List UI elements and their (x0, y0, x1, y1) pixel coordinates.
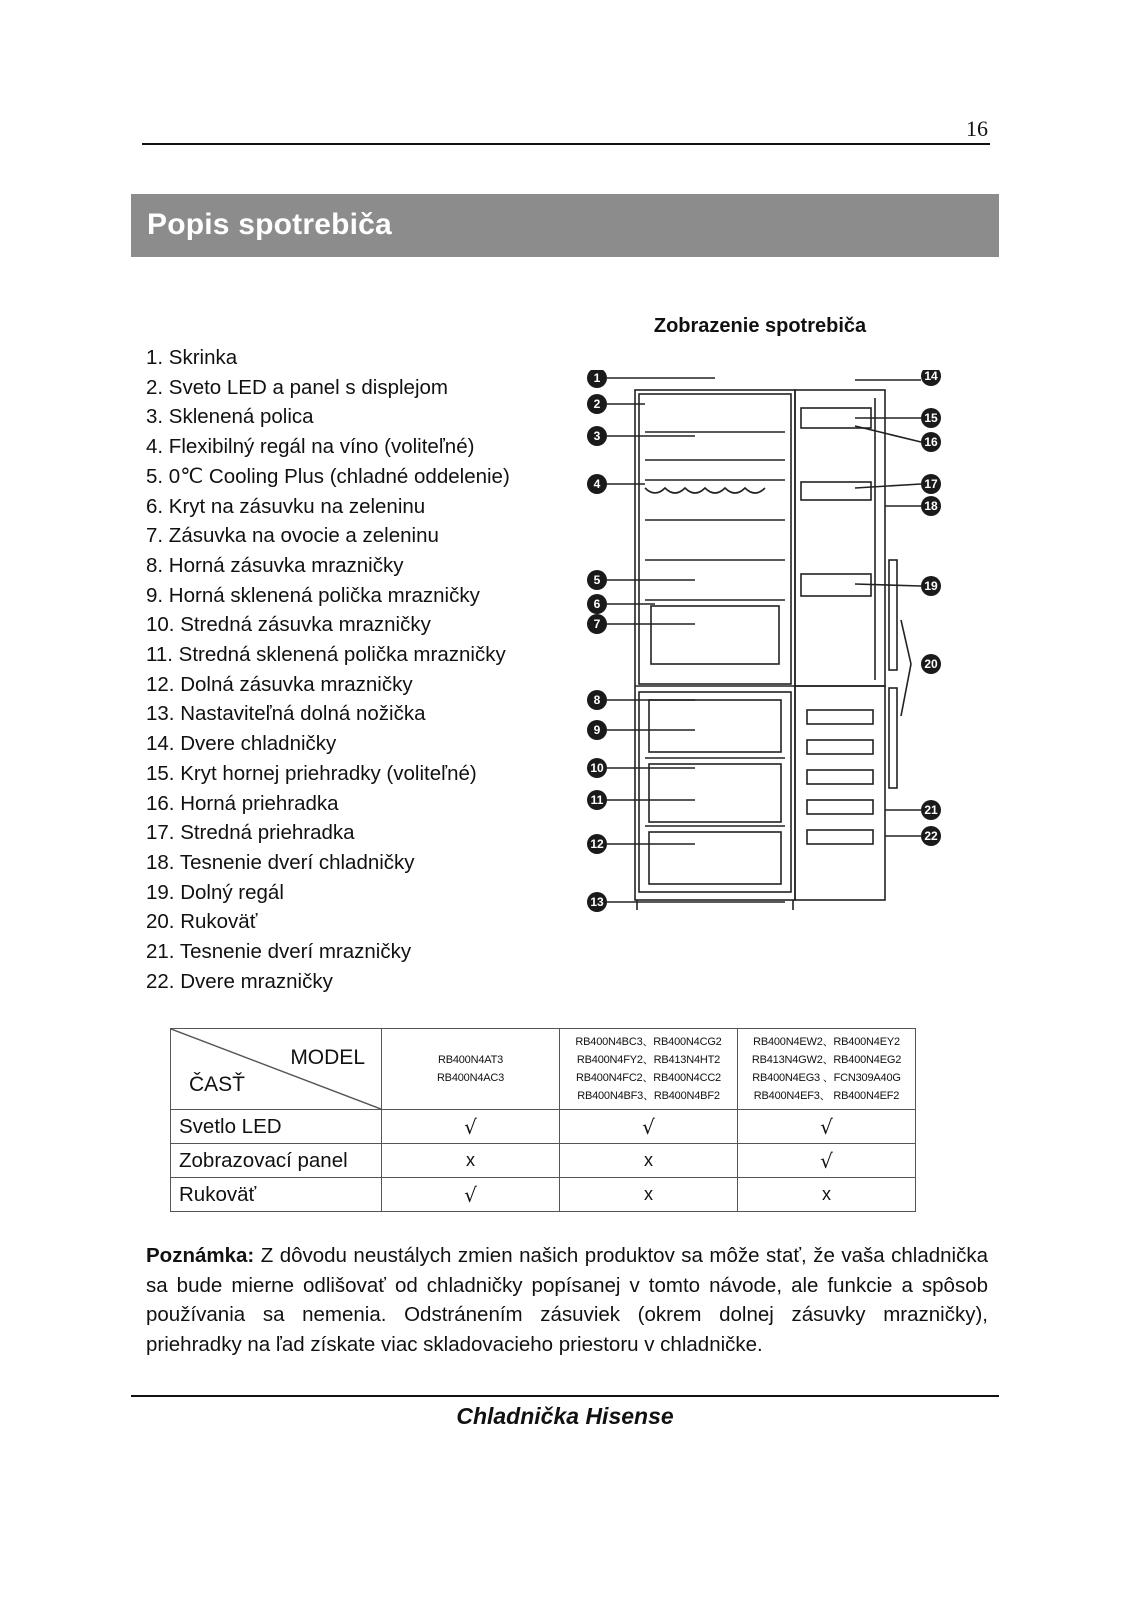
svg-text:7: 7 (593, 617, 601, 631)
svg-text:20: 20 (924, 657, 938, 671)
list-item: 11. Stredná sklenená polička mrazničky (146, 643, 506, 667)
callout-13 (587, 892, 607, 912)
model-group-1 (382, 1029, 560, 1110)
callout-4 (587, 474, 607, 494)
table-row (171, 1110, 916, 1144)
model-group-2 (560, 1029, 738, 1110)
model-name: RB400N4BF3、RB400N4BF2 (577, 1090, 720, 1102)
callout-2 (587, 394, 607, 414)
availability-mark: x (560, 1178, 738, 1212)
list-item: 21. Tesnenie dverí mrazničky (146, 940, 412, 964)
list-item: 19. Dolný regál (146, 880, 284, 904)
callout-7 (587, 614, 607, 634)
svg-text:11: 11 (590, 793, 604, 807)
list-item: 14. Dvere chladničky (146, 732, 337, 756)
row-label: Svetlo LED (171, 1110, 382, 1144)
footer-rule (131, 1395, 999, 1397)
availability-mark: x (738, 1178, 916, 1212)
svg-text:19: 19 (924, 579, 938, 593)
callout-1 (587, 370, 607, 388)
model-name: RB400N4FY2、RB413N4HT2 (576, 1054, 721, 1066)
callout-16 (921, 432, 941, 452)
callout-22 (921, 826, 941, 846)
callout-6 (587, 594, 607, 614)
callout-20 (921, 654, 941, 674)
list-item: 12. Dolná zásuvka mrazničky (146, 672, 413, 696)
list-item: 20. Rukoväť (146, 910, 258, 934)
model-group-3 (738, 1029, 916, 1110)
list-item: 6. Kryt na zásuvku na zeleninu (146, 494, 426, 518)
model-name: RB400N4EG3 、FCN309A40G (752, 1072, 901, 1084)
list-item: 4. Flexibilný regál na víno (voliteľné) (146, 435, 475, 459)
model-name: RB400N4FC2、RB400N4CC2 (576, 1072, 721, 1084)
list-item: 16. Horná priehradka (146, 791, 339, 815)
list-item: 2. Sveto LED a panel s displejom (146, 375, 448, 399)
list-item: 18. Tesnenie dverí chladničky (146, 850, 415, 874)
model-name: RB413N4GW2、RB400N4EG2 (751, 1054, 902, 1066)
svg-text:6: 6 (593, 597, 601, 611)
availability-mark: √ (382, 1110, 560, 1144)
callout-5 (587, 570, 607, 590)
model-name: RB400N4AT3 (437, 1054, 504, 1066)
svg-text:16: 16 (924, 435, 938, 449)
callout-8 (587, 690, 607, 710)
callout-18 (921, 496, 941, 516)
svg-text:12: 12 (590, 837, 604, 851)
list-item: 15. Kryt hornej priehradky (voliteľné) (146, 761, 477, 785)
svg-text:21: 21 (924, 803, 938, 817)
section-title: Popis spotrebiča (147, 208, 392, 241)
page-number: 16 (966, 116, 988, 141)
availability-mark: √ (560, 1110, 738, 1144)
svg-text:4: 4 (593, 477, 601, 491)
appliance-diagram (585, 370, 975, 935)
model-header-label: MODEL (290, 1046, 365, 1069)
list-item: 7. Zásuvka na ovocie a zeleninu (146, 524, 439, 548)
svg-text:1: 1 (593, 371, 601, 385)
callout-19 (921, 576, 941, 596)
callout-14 (921, 370, 941, 386)
list-item: 3. Sklenená polica (146, 405, 314, 429)
list-item: 13. Nastaviteľná dolná nožička (146, 702, 426, 726)
row-label: Rukoväť (171, 1178, 382, 1212)
table-row (171, 1178, 916, 1212)
parts-list (146, 343, 510, 996)
part-header-label: ČASŤ (189, 1073, 246, 1096)
model-name: RB400N4EF3、 RB400N4EF2 (753, 1090, 900, 1102)
callout-9 (587, 720, 607, 740)
callout-15 (921, 408, 941, 428)
footer-title: Chladnička Hisense (456, 1403, 674, 1429)
svg-text:5: 5 (593, 573, 601, 587)
callout-11 (587, 790, 607, 810)
note-text: Z dôvodu neustálych zmien našich produktov sa môže stať, že vaša chladnička sa bude mierne odlišovať od chladničky popísanej v tomto návode, ale funkcie a spôsob používania sa nemenia. Odstránením zásuviek (okrem dolnej zásuvky mrazničky), priehradky na ľad získate viac skladovacieho priestoru v chladničke. (146, 1244, 988, 1356)
svg-text:13: 13 (590, 895, 604, 909)
availability-mark: √ (738, 1110, 916, 1144)
callout-12 (587, 834, 607, 854)
row-label: Zobrazovací panel (171, 1144, 382, 1178)
diagram-title: Zobrazenie spotrebiča (653, 315, 867, 337)
list-item: 9. Horná sklenená polička mrazničky (146, 583, 480, 607)
svg-text:15: 15 (924, 411, 938, 425)
table-header-row (171, 1029, 916, 1110)
svg-text:10: 10 (590, 761, 604, 775)
availability-mark: x (560, 1144, 738, 1178)
svg-text:2: 2 (593, 397, 601, 411)
availability-mark: √ (738, 1144, 916, 1178)
list-item: 17. Stredná priehradka (146, 821, 355, 845)
fridge-illustration (585, 370, 975, 935)
note-paragraph (146, 1241, 988, 1359)
list-item: 10. Stredná zásuvka mrazničky (146, 613, 431, 637)
callout-10 (587, 758, 607, 778)
section-banner (131, 194, 999, 257)
svg-text:9: 9 (593, 723, 601, 737)
svg-text:8: 8 (593, 693, 601, 707)
table-corner-header (171, 1029, 382, 1110)
model-comparison-table (170, 1028, 916, 1212)
svg-text:22: 22 (924, 829, 938, 843)
table-row (171, 1144, 916, 1178)
list-item: 1. Skrinka (146, 346, 238, 369)
svg-text:18: 18 (924, 499, 938, 513)
svg-text:14: 14 (924, 370, 938, 383)
note-label: Poznámka: (146, 1244, 255, 1267)
model-name: RB400N4AC3 (436, 1072, 505, 1084)
svg-text:17: 17 (924, 477, 938, 491)
callout-21 (921, 800, 941, 820)
availability-mark: x (382, 1144, 560, 1178)
list-item: 22. Dvere mrazničky (146, 969, 333, 993)
model-name: RB400N4BC3、RB400N4CG2 (575, 1036, 722, 1048)
list-item: 8. Horná zásuvka mrazničky (146, 553, 404, 577)
list-item: 5. 0℃ Cooling Plus (chladné oddelenie) (146, 464, 510, 488)
callout-3 (587, 426, 607, 446)
model-name: RB400N4EW2、RB400N4EY2 (753, 1036, 900, 1048)
callout-17 (921, 474, 941, 494)
svg-text:3: 3 (593, 429, 601, 443)
header-rule (142, 143, 990, 145)
availability-mark: √ (382, 1178, 560, 1212)
